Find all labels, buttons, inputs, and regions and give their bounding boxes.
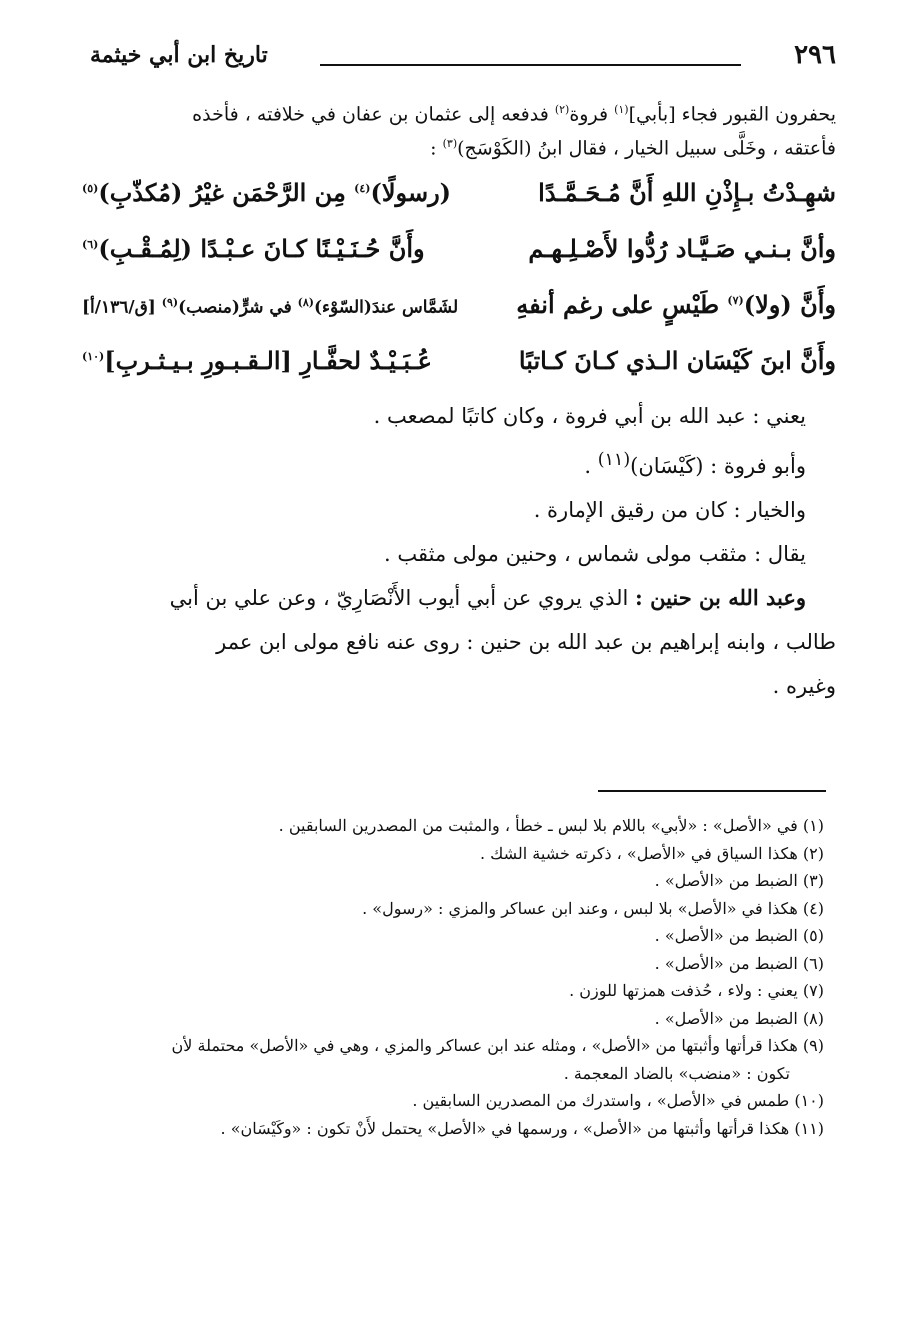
verse-second-hemistich: (رسولًا)$^{(٤)}$ مِن الرَّحْمَن غيْرُ (مُكذّبِ)$^{(٥)}$ — [82, 177, 452, 207]
poem-verse — [82, 282, 836, 338]
text-line: يحفرون القبور فجاء [بأبي]$^{(١)}$ فروة$^{(٢)}$ فدفعه إلى عثمان بن عفان في خلافته ، فأخذه — [192, 103, 836, 126]
main-text — [82, 95, 836, 708]
footnote-8: (٨) الضبط من «الأصل» . — [654, 1008, 824, 1028]
footnote-4: (٤) هكذا في «الأصل» بلا لبس ، وعند ابن عساكر والمزي : «رسول» . — [362, 898, 824, 918]
poem-verse — [82, 170, 836, 226]
footnotes — [80, 812, 824, 1142]
verse-second-hemistich: عُـبَـيْـدٌ لحفَّـارِ [الـقـبـورِ بـيـثـربِ]$^{(١٠)}$ — [82, 345, 432, 375]
footnote-6: (٦) الضبط من «الأصل» . — [654, 953, 824, 973]
footnote-11: (١١) هكذا قرأتها وأثبتها من «الأصل» ، ورسمها في «الأصل» يحتمل لأَنْ تكون : «وكَيْسَان» . — [220, 1118, 824, 1138]
verse-first-hemistich: وأنَّ بـنـي صَـيَّـاد رُدُّوا لأَصْـلِـهـم — [528, 233, 836, 263]
footnote-3: (٣) الضبط من «الأصل» . — [654, 871, 824, 890]
footnote-5: (٥) الضبط من «الأصل» . — [654, 926, 824, 945]
verse-first-hemistich: شهِـدْتُ بـإِذْنِ اللهِ أَنَّ مُـحَـمَّـدًا — [538, 177, 836, 207]
verse-second-hemistich: لشَمَّاس عندَ(السّوْء)$^{(٨)}$ في شرٍّ(منصب)$^{(٩)}$ [ق/١٣٦/أ] — [82, 295, 459, 318]
paragraph: يقال : مثقب مولى شماس ، وحنين مولى مثقب . — [384, 541, 806, 566]
verse-first-hemistich: وأَنَّ (ولا)$^{(٧)}$ طَيْسٍ على رغم أنفهِ — [516, 289, 836, 319]
footnote-separator — [598, 790, 826, 792]
bold-name: وعبد الله بن حنين : — [635, 584, 806, 610]
text-line: فأعتقه ، وخَلَّى سبيل الخيار ، فقال ابنُ (الكَوْسَج)$^{(٣)}$ : — [430, 137, 836, 160]
poem-verse — [82, 338, 836, 394]
page-header — [90, 40, 836, 80]
paragraph: يعني : عبد الله بن أبي فروة ، وكان كاتبًا لمصعب . — [373, 403, 806, 428]
footnote-1: (١) في «الأصل» : «لأبي» باللام بلا لبس ـ خطأ ، والمثبت من المصدرين السابقين . — [278, 816, 824, 835]
header-rule — [320, 64, 741, 66]
paragraph: والخيار : كان من رقيق الإمارة . — [533, 497, 806, 522]
poem-verse — [82, 226, 836, 282]
footnote-10: (١٠) طمس في «الأصل» ، واستدرك من المصدرين السابقين . — [412, 1091, 824, 1110]
verse-second-hemistich: وأَنَّ حُـنَـيْـنًا كـانَ عـبْـدًا (لِمُـقْـبِ)$^{(٦)}$ — [82, 233, 425, 263]
footnote-2: (٢) هكذا السياق في «الأصل» ، ذكرته خشية الشك . — [479, 843, 824, 863]
verse-first-hemistich: وأَنَّ ابنَ كَيْسَان الـذي كـانَ كـاتبًا — [518, 345, 836, 375]
footnote-9-continuation: تكون : «منضب» بالضاد المعجمة . — [563, 1063, 790, 1083]
paragraph: وأبو فروة : (كَيْسَان)$^{(١١)}$ . — [584, 449, 806, 478]
paragraph: وغيره . — [772, 673, 836, 698]
footnote-7: (٧) يعني : ولاء ، حُذفت همزتها للوزن . — [569, 981, 824, 1000]
footnote-9: (٩) هكذا قرأتها وأثبتها من «الأصل» ، ومثله عند ابن عساكر والمزي ، وهي في «الأصل» محتملة لأن — [171, 1036, 824, 1055]
poem — [82, 170, 836, 394]
page-number: ٢٩٦ — [794, 40, 836, 70]
paragraph: طالب ، وابنه إبراهيم بن عبد الله بن حنين : روى عنه نافع مولى ابن عمر — [216, 629, 836, 654]
paragraph: وعبد الله بن حنين : الذي يروي عن أبي أيوب الأَنْصَارِيّ ، وعن علي بن أبي — [169, 584, 806, 610]
running-title: تاريخ ابن أبي خيثمة — [90, 42, 268, 68]
